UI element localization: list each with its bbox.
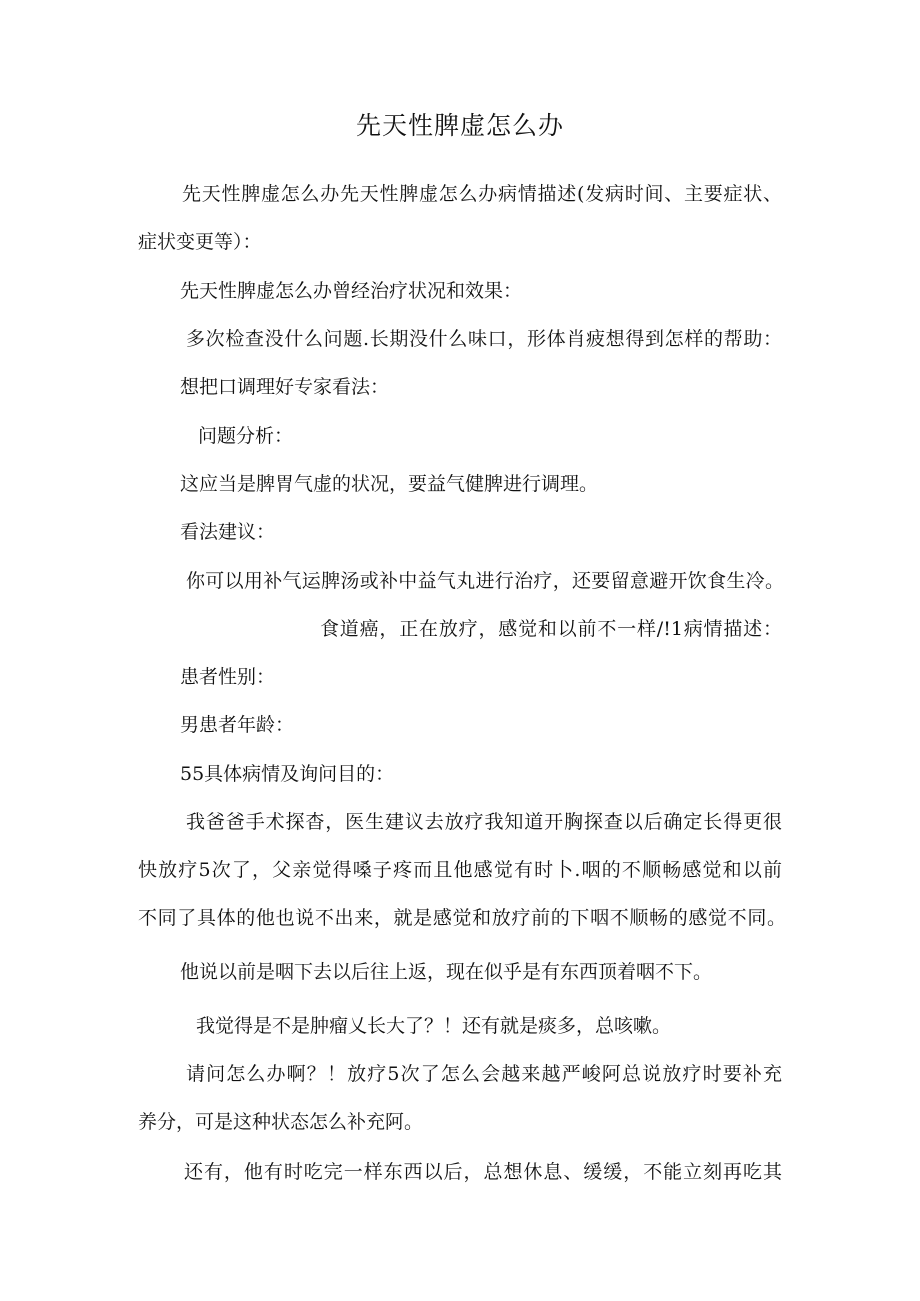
paragraph-line: 55具体病情及询问目的： <box>180 763 395 785</box>
paragraph-line: 养分，可是这种状态怎么补充阿。 <box>138 1111 424 1133</box>
paragraph-line: 患者性别： <box>180 666 276 688</box>
paragraph-line: 先天性脾虚怎么办曾经治疗状况和效果： <box>180 280 523 302</box>
paragraph-line: 症状变更等）： <box>138 231 262 253</box>
paragraph-line: 不同了具体的他也说不出来，就是感觉和放疗前的下咽不顺畅的感觉不同。 <box>138 907 786 929</box>
paragraph-line: 先天性脾虚怎么办先天性脾虚怎么办病情描述(发病时间、主要症状、 <box>182 183 782 205</box>
paragraph-line: 我觉得是不是肿瘤乂长大了？！还有就是痰多，总咳嗽。 <box>196 1015 672 1037</box>
paragraph-line: 你可以用补气运脾汤或补中益气丸进行治疗，还要留意避开饮食生冷。 <box>186 570 784 592</box>
paragraph-line: 问题分析： <box>198 425 294 447</box>
paragraph-line: 他说以前是咽下去以后往上返，现在似乎是有东西顶着咽不下。 <box>180 961 713 983</box>
paragraph-line: 食道癌，正在放疗，感觉和以前不一样/!1病情描述： <box>320 618 782 640</box>
paragraph-line: 快放疗5次了，父亲觉得嗓子疼而且他感觉有时卜.咽的不顺畅感觉和以前 <box>138 859 782 881</box>
document-title: 先天性脾虚怎么办 <box>355 111 564 140</box>
paragraph-line: 请问怎么办啊？！放疗5次了怎么会越来越严峻阿总说放疗时要补充 <box>186 1063 782 1085</box>
paragraph-line: 我爸爸手术探杳，医生建议去放疗我知道开胸探查以后确定长得更很 <box>186 811 782 833</box>
paragraph-line: 想把口调理好专家看法： <box>180 376 390 398</box>
paragraph-line: 还有，他有时吃完一样东西以后，总想休息、缓缓，不能立刻再吃其 <box>184 1161 782 1183</box>
paragraph-line: 男患者年龄： <box>180 714 295 736</box>
paragraph-line: 多次检查没什么问题.长期没什么味口，形体肖疲想得到怎样的帮助： <box>186 328 782 350</box>
paragraph-line: 看法建议： <box>180 521 276 543</box>
paragraph-line: 这应当是脾胃气虚的状况，要益气健脾进行调理。 <box>180 473 599 495</box>
